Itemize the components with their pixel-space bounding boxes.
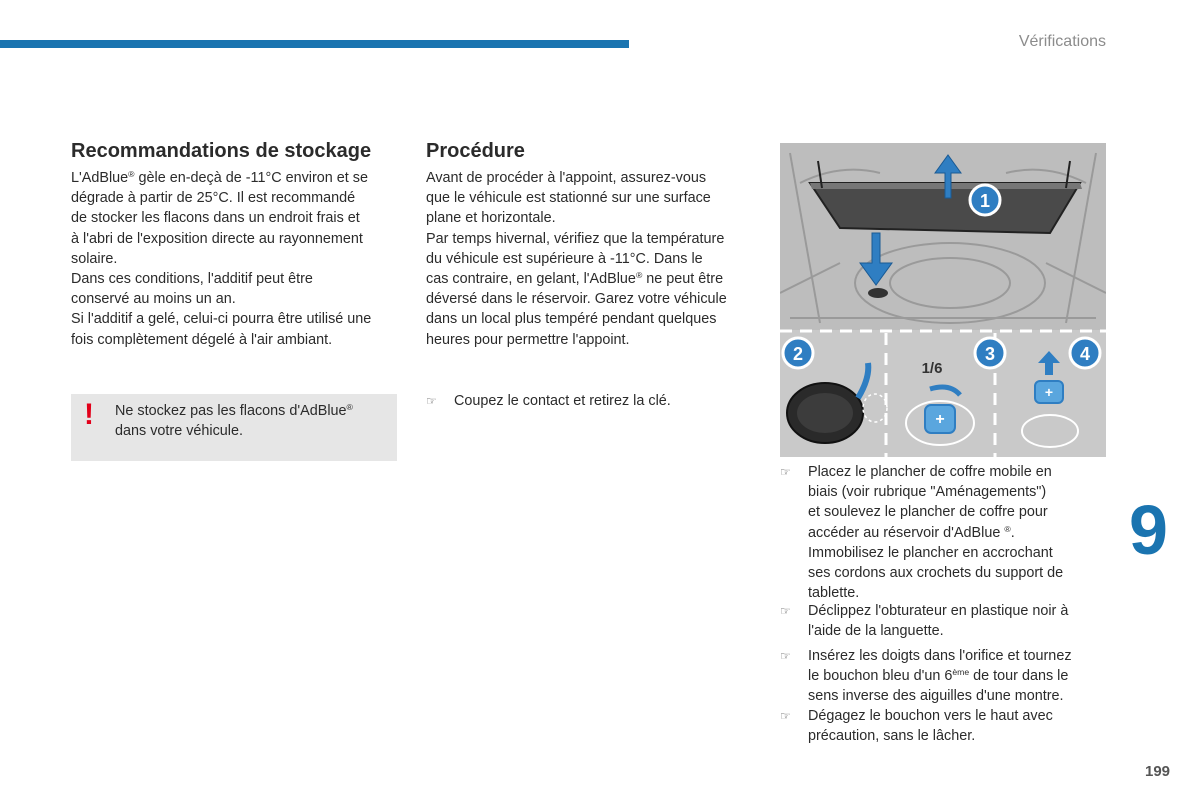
- step-1: ☞ Placez le plancher de coffre mobile en biais (voir rubrique "Aménagements") et soulevez le plancher de coffre pour accéder au réservoir d'AdBlue ®. Immobilisez le plancher en accrochant ses cordons aux crochets du support de tablette.: [780, 464, 1064, 602]
- page-number: 199: [1145, 763, 1171, 780]
- step-2: ☞ Déclippez l'obturateur en plastique noir à l'aide de la languette.: [780, 603, 1069, 640]
- warning-icon: !: [84, 398, 94, 431]
- step-ignition: ☞ Coupez le contact et retirez la clé.: [426, 391, 746, 411]
- figure-plus-4: +: [1044, 384, 1054, 400]
- figure-label-1: 1: [979, 191, 991, 211]
- figure-label-3: 3: [984, 344, 996, 364]
- figure-plus-3: +: [935, 411, 945, 428]
- chapter-number: 9: [1129, 491, 1168, 569]
- procedure-heading: Procédure: [426, 140, 525, 162]
- header-accent-bar: [0, 40, 629, 48]
- warning-text: Ne stockez pas les flacons d'AdBlue® dans votre véhicule.: [115, 401, 353, 440]
- storage-heading: Recommandations de stockage: [71, 140, 372, 162]
- pointing-hand-icon: ☞: [780, 709, 791, 723]
- pointing-hand-icon: ☞: [780, 465, 791, 479]
- pointing-hand-icon: ☞: [426, 394, 437, 408]
- adblue-procedure-illustration: [780, 143, 1106, 457]
- figure-label-2: 2: [792, 344, 804, 364]
- step-4: ☞ Dégagez le bouchon vers le haut avec précaution, sans le lâcher.: [780, 708, 1053, 745]
- figure-fraction: 1/6: [921, 360, 943, 377]
- warning-box: [71, 394, 397, 461]
- pointing-hand-icon: ☞: [780, 604, 791, 618]
- figure-label-4: 4: [1079, 344, 1091, 364]
- pointing-hand-icon: ☞: [780, 649, 791, 663]
- procedure-text: Avant de procéder à l'appoint, assurez-vous que le véhicule est stationné sur une surface plane et horizontale. Par temps hivernal, vérifiez que la température du véhicule est supérieure à -11°C. Dans le cas contraire, en gelant, l'AdBlue® ne peut être déversé dans le réservoir. Garez votre véhicule dans un local plus tempéré pendant quelques heures pour permettre l'appoint.: [426, 170, 727, 348]
- section-title: Vérifications: [1018, 33, 1106, 50]
- step-3: ☞ Insérez les doigts dans l'orifice et tournez le bouchon bleu d'un 6ème de tour dans le sens inverse des aiguilles d'une montre.: [780, 648, 1072, 705]
- storage-text: L'AdBlue® gèle en-deçà de -11°C environ et se dégrade à partir de 25°C. Il est recommandé de stocker les flacons dans un endroit frais et à l'abri de l'exposition directe au rayonnement solaire. Dans ces conditions, l'additif peut être conservé au moins un an. Si l'additif a gelé, celui-ci pourra être utilisé une fois complètement dégelé à l'air ambiant.: [71, 168, 372, 348]
